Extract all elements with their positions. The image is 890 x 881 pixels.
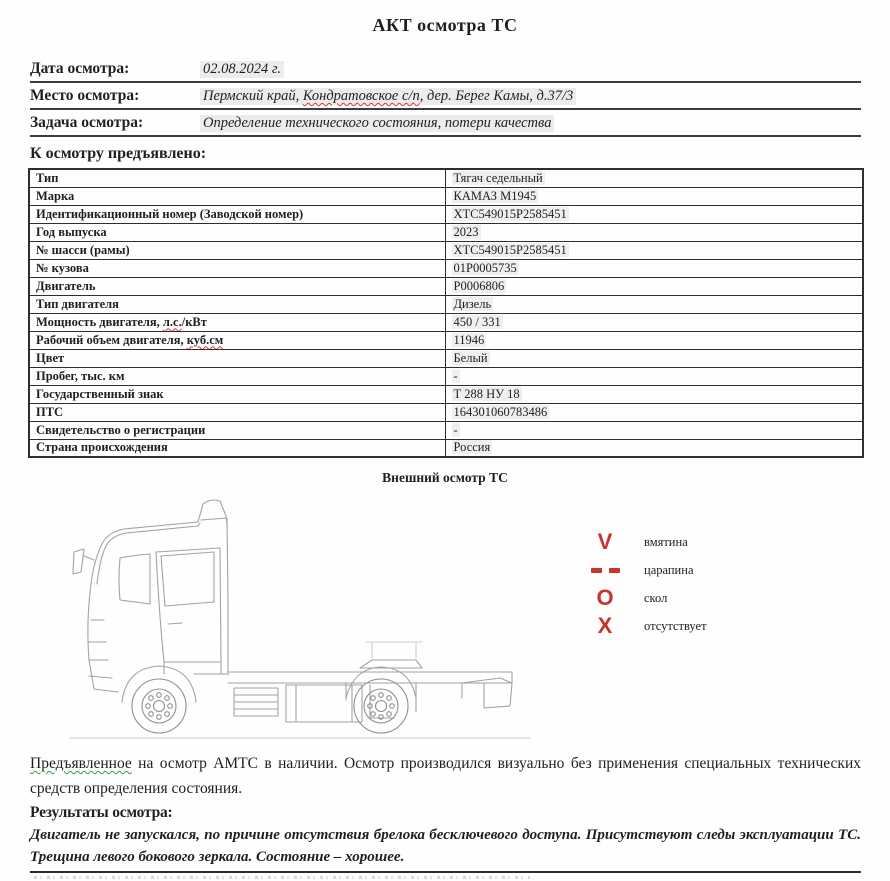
presence-paragraph: Предъявленное на осмотр АМТС в наличии. Осмотр производился визуально без применения специальных технических средств определения состояния. [30, 755, 861, 797]
table-row: Свидетельство о регистрации - [29, 421, 863, 439]
header-fields [30, 56, 861, 137]
table-row: Марка КАМАЗ М1945 [29, 187, 863, 205]
table-row: Государственный знак Т 288 НУ 18 [29, 385, 863, 403]
spellcheck-underline: л.с. [162, 314, 182, 329]
cutoff-text-remnant [34, 876, 530, 879]
table-row: Год выпуска 2023 [29, 223, 863, 241]
vehicle-table-heading: К осмотру предъявлено: [30, 145, 207, 162]
table-row: Тип двигателя Дизель [29, 295, 863, 313]
table-row: Цвет Белый [29, 349, 863, 367]
spellcheck-underline: Кондратовское с/п [302, 88, 420, 104]
missing-symbol-icon: X [597, 613, 613, 638]
chip-symbol-icon: O [596, 585, 614, 610]
table-row: Рабочий объем двигателя, куб.см 11946 [29, 331, 863, 349]
table-row: Идентификационный номер (Заводской номер) XTC549015P2585451 [29, 205, 863, 223]
table-row: Страна происхождения Россия [29, 439, 863, 457]
vehicle-table [28, 168, 864, 458]
document-title: АКТ осмотра ТС [372, 15, 518, 35]
header-row-place [30, 83, 861, 110]
spellcheck-underline: куб.см [186, 332, 224, 347]
results-heading: Результаты осмотра: [30, 804, 173, 821]
legend-item-dent: V вмятина [588, 528, 707, 556]
header-row-task [30, 110, 861, 137]
table-row: № шасси (рамы) XTC549015P2585451 [29, 241, 863, 259]
table-row: № кузова 01P0005735 [29, 259, 863, 277]
task-value: Определение технического состояния, потери качества [200, 115, 554, 132]
date-value: 02.08.2024 г. [200, 61, 284, 78]
legend-item-chip: O скол [588, 584, 707, 612]
grammar-underline: Предъявленное [30, 755, 132, 772]
results-section [30, 751, 861, 873]
truck-side-view-drawing [64, 492, 544, 747]
damage-legend [588, 528, 707, 640]
visual-inspection-heading: Внешний осмотр ТС [382, 470, 508, 485]
table-row: ПТС 164301060783486 [29, 403, 863, 421]
table-row: Пробег, тыс. км - [29, 367, 863, 385]
legend-item-scratch: царапина [588, 556, 707, 584]
date-label: Дата осмотра: [30, 60, 130, 77]
table-row: Мощность двигателя, л.с./кВт 450 / 331 [29, 313, 863, 331]
table-row: Двигатель P0006806 [29, 277, 863, 295]
legend-item-missing: X отсутствует [588, 612, 707, 640]
dent-symbol-icon: V [597, 529, 613, 554]
task-label: Задача осмотра: [30, 114, 144, 131]
table-row: Тип Тягач седельный [29, 169, 863, 187]
header-row-date [30, 56, 861, 83]
scratch-symbol-icon [588, 568, 622, 573]
place-value: Пермский край, Кондратовское с/п, дер. Берег Камы, д.37/3 [200, 88, 576, 105]
place-label: Место осмотра: [30, 87, 140, 104]
results-details: Двигатель не запускался, по причине отсутствия брелока бесключевого доступа. Присутствуют следы эксплуатации ТС. Трещина левого бокового зеркала. Состояние – хорошее. [30, 825, 861, 873]
